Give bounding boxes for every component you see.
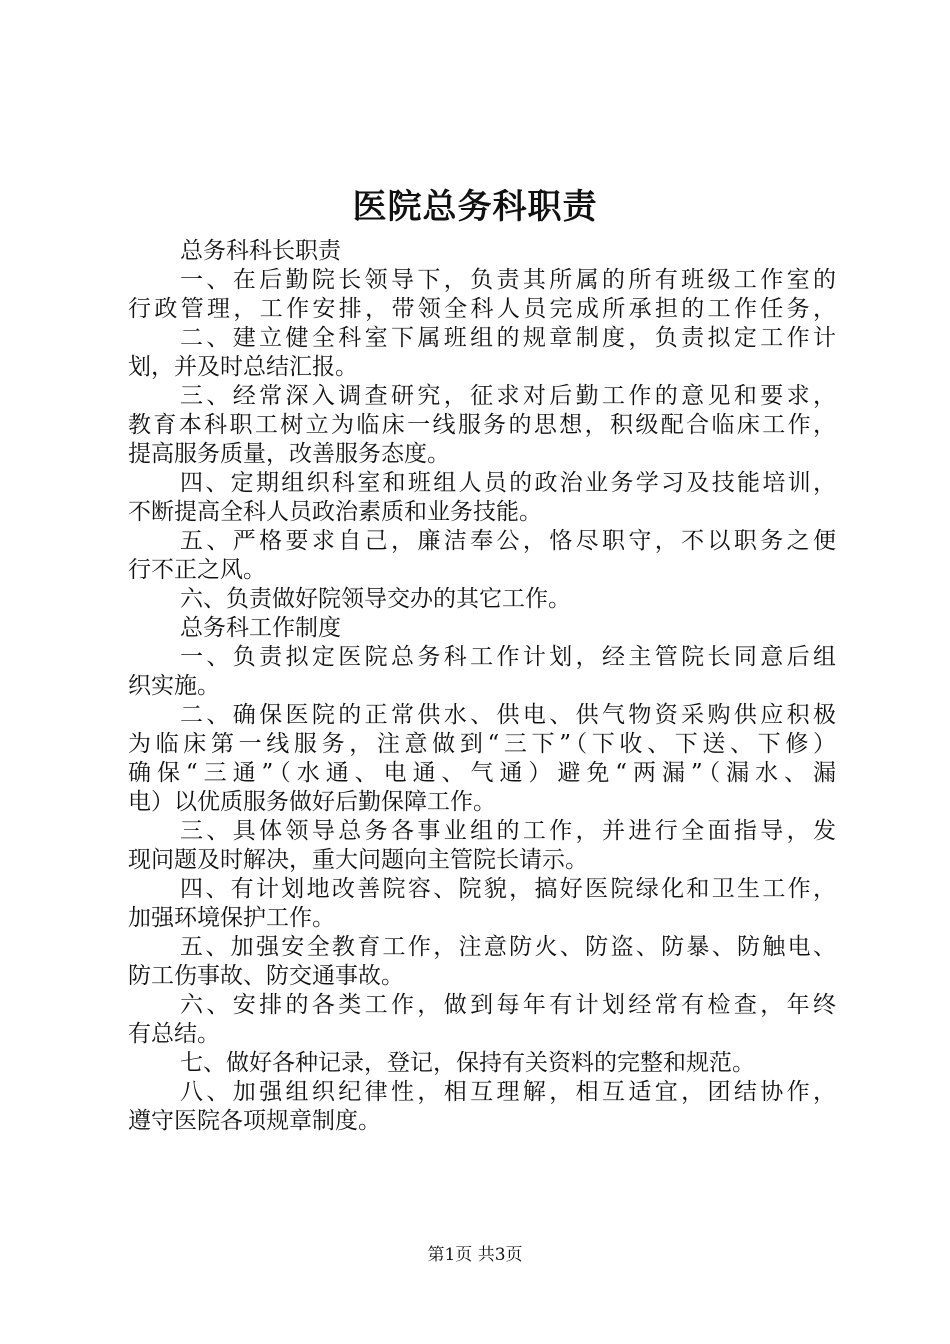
- paragraph-line: 一、负责拟定医院总务科工作计划，经主管院长同意后组: [180, 644, 836, 670]
- paragraph-line: 二、确保医院的正常供水、供电、供气物资采购供应积极: [180, 702, 836, 728]
- paragraph-line: 有总结。: [128, 1021, 220, 1047]
- paragraph-line: 不断提高全科人员政治素质和业务技能。: [128, 499, 542, 525]
- document-body: [128, 237, 836, 1136]
- paragraph-line: 五、严格要求自己，廉洁奉公，恪尽职守，不以职务之便: [180, 528, 836, 554]
- paragraph-line: 二、建立健全科室下属班组的规章制度，负责拟定工作计: [180, 325, 836, 351]
- paragraph-line: 防工伤事故、防交通事故。: [128, 963, 404, 989]
- paragraph-line: 行政管理，工作安排，带领全科人员完成所承担的工作任务，: [128, 296, 836, 322]
- paragraph-line: 确保“三通”（水通、电通、气通）避免“两漏”（漏水、漏: [128, 760, 836, 786]
- paragraph-line: 五、加强安全教育工作，注意防火、防盗、防暴、防触电、: [180, 934, 836, 960]
- paragraph-line: 教育本科职工树立为临床一线服务的思想，积级配合临床工作，: [128, 412, 836, 438]
- paragraph-line: 提高服务质量，改善服务态度。: [128, 441, 450, 467]
- section-heading: 总务科科长职责: [180, 238, 341, 264]
- paragraph-line: 三、经常深入调查研究，征求对后勤工作的意见和要求，: [180, 383, 836, 409]
- paragraph-line: 为临床第一线服务，注意做到“三下”（下收、下送、下修）: [128, 731, 836, 757]
- paragraph-line: 四、有计划地改善院容、院貌，搞好医院绿化和卫生工作，: [180, 876, 836, 902]
- paragraph-line: 八、加强组织纪律性，相互理解，相互适宜，团结协作，: [180, 1079, 836, 1105]
- document-title: 医院总务科职责: [352, 187, 598, 227]
- paragraph-line: 三、具体领导总务各事业组的工作，并进行全面指导，发: [180, 818, 836, 844]
- paragraph-line: 划，并及时总结汇报。: [128, 354, 358, 380]
- page-number: 第1页 共3页: [427, 1245, 523, 1265]
- paragraph-line: 行不正之风。: [128, 557, 266, 583]
- paragraph-line: 四、定期组织科室和班组人员的政治业务学习及技能培训，: [180, 470, 836, 496]
- paragraph-line: 六、负责做好院领导交办的其它工作。: [180, 586, 571, 612]
- paragraph-line: 遵守医院各项规章制度。: [128, 1108, 381, 1134]
- section-heading: 总务科工作制度: [180, 615, 341, 641]
- paragraph-line: 一、在后勤院长领导下，负责其所属的所有班级工作室的: [180, 267, 836, 293]
- paragraph-line: 织实施。: [128, 673, 220, 699]
- paragraph-line: 七、做好各种记录，登记，保持有关资料的完整和规范。: [180, 1050, 755, 1076]
- paragraph-line: 现问题及时解决，重大问题向主管院长请示。: [128, 847, 588, 873]
- paragraph-line: 加强环境保护工作。: [128, 905, 335, 931]
- paragraph-line: 六、安排的各类工作，做到每年有计划经常有检查，年终: [180, 992, 836, 1018]
- paragraph-line: 电）以优质服务做好后勤保障工作。: [128, 789, 496, 815]
